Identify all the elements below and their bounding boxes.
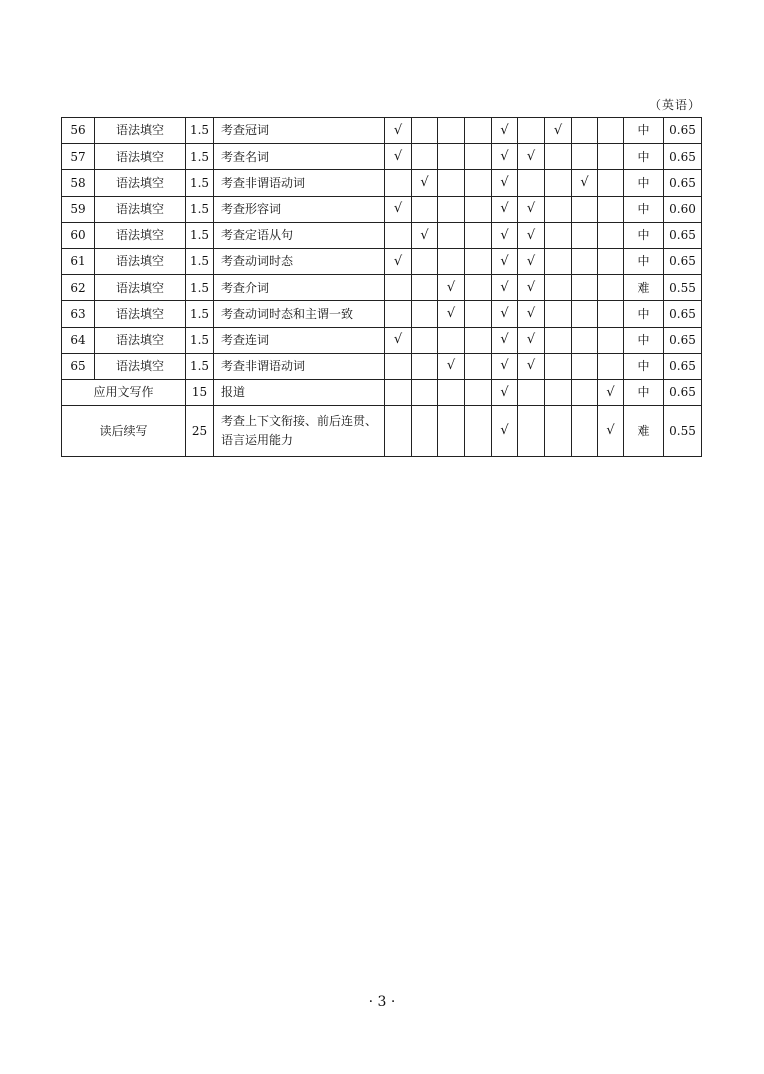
cell-difficulty: 中 — [624, 379, 664, 405]
cell-check-6: √ — [518, 248, 545, 274]
cell-content: 考查非谓语动词 — [214, 170, 385, 196]
cell-check-7 — [545, 144, 572, 170]
cell-check-8 — [572, 353, 598, 379]
cell-question-number: 58 — [62, 170, 95, 196]
cell-check-9 — [598, 196, 624, 222]
cell-check-8 — [572, 275, 598, 301]
cell-score: 1.5 — [186, 118, 214, 144]
cell-ratio: 0.65 — [664, 353, 702, 379]
cell-difficulty: 中 — [624, 248, 664, 274]
cell-check-9 — [598, 353, 624, 379]
cell-check-9: √ — [598, 406, 624, 457]
cell-check-9 — [598, 327, 624, 353]
cell-check-1: √ — [385, 196, 412, 222]
cell-difficulty: 中 — [624, 327, 664, 353]
cell-question-number: 60 — [62, 222, 95, 248]
cell-question-number: 63 — [62, 301, 95, 327]
cell-check-3 — [438, 170, 465, 196]
cell-check-1 — [385, 170, 412, 196]
cell-content: 考查动词时态和主谓一致 — [214, 301, 385, 327]
cell-ratio: 0.65 — [664, 118, 702, 144]
cell-check-4 — [465, 170, 492, 196]
cell-check-1 — [385, 275, 412, 301]
cell-ratio: 0.60 — [664, 196, 702, 222]
cell-check-3 — [438, 118, 465, 144]
cell-difficulty: 中 — [624, 170, 664, 196]
subject-label: （英语） — [648, 98, 701, 112]
cell-score: 1.5 — [186, 248, 214, 274]
cell-check-2 — [412, 248, 438, 274]
cell-check-8 — [572, 301, 598, 327]
cell-check-4 — [465, 118, 492, 144]
cell-check-7 — [545, 327, 572, 353]
cell-check-1 — [385, 353, 412, 379]
cell-check-6 — [518, 118, 545, 144]
cell-check-6: √ — [518, 222, 545, 248]
cell-check-2 — [412, 353, 438, 379]
cell-check-1: √ — [385, 248, 412, 274]
cell-check-5: √ — [492, 222, 518, 248]
cell-score: 25 — [186, 406, 214, 457]
cell-check-9 — [598, 144, 624, 170]
cell-check-4 — [465, 379, 492, 405]
table-row — [62, 196, 702, 222]
cell-check-1 — [385, 222, 412, 248]
cell-check-2: √ — [412, 170, 438, 196]
cell-check-6: √ — [518, 144, 545, 170]
cell-check-7 — [545, 275, 572, 301]
cell-score: 1.5 — [186, 353, 214, 379]
cell-score: 1.5 — [186, 196, 214, 222]
cell-check-1: √ — [385, 144, 412, 170]
cell-content: 考查连词 — [214, 327, 385, 353]
cell-check-8 — [572, 118, 598, 144]
cell-check-9 — [598, 301, 624, 327]
cell-content: 考查介词 — [214, 275, 385, 301]
cell-check-4 — [465, 222, 492, 248]
cell-check-7: √ — [545, 118, 572, 144]
cell-check-5: √ — [492, 170, 518, 196]
cell-check-8 — [572, 327, 598, 353]
cell-check-1: √ — [385, 118, 412, 144]
cell-check-4 — [465, 327, 492, 353]
cell-check-2 — [412, 379, 438, 405]
cell-check-3 — [438, 222, 465, 248]
cell-check-7 — [545, 196, 572, 222]
cell-check-8 — [572, 144, 598, 170]
cell-check-6 — [518, 170, 545, 196]
cell-check-8 — [572, 248, 598, 274]
cell-check-2 — [412, 406, 438, 457]
cell-type: 语法填空 — [95, 144, 186, 170]
cell-check-3 — [438, 144, 465, 170]
cell-ratio: 0.55 — [664, 275, 702, 301]
cell-check-3 — [438, 248, 465, 274]
cell-check-9: √ — [598, 379, 624, 405]
cell-check-1 — [385, 406, 412, 457]
cell-question-number: 62 — [62, 275, 95, 301]
cell-type: 语法填空 — [95, 118, 186, 144]
cell-score: 1.5 — [186, 144, 214, 170]
cell-question-number: 64 — [62, 327, 95, 353]
table-row — [62, 301, 702, 327]
cell-ratio: 0.65 — [664, 144, 702, 170]
cell-type: 语法填空 — [95, 222, 186, 248]
cell-check-4 — [465, 196, 492, 222]
cell-check-8 — [572, 379, 598, 405]
cell-check-3: √ — [438, 275, 465, 301]
cell-question-number: 57 — [62, 144, 95, 170]
cell-check-3 — [438, 196, 465, 222]
table-row-practical-writing — [62, 379, 702, 405]
cell-content: 考查上下文衔接、前后连贯、语言运用能力 — [214, 406, 385, 457]
cell-content: 考查动词时态 — [214, 248, 385, 274]
cell-check-4 — [465, 144, 492, 170]
table-row — [62, 118, 702, 144]
cell-check-5: √ — [492, 353, 518, 379]
cell-difficulty: 难 — [624, 275, 664, 301]
cell-content: 考查名词 — [214, 144, 385, 170]
cell-check-5: √ — [492, 301, 518, 327]
cell-check-4 — [465, 301, 492, 327]
cell-score: 15 — [186, 379, 214, 405]
cell-type: 语法填空 — [95, 170, 186, 196]
cell-check-7 — [545, 222, 572, 248]
cell-check-3: √ — [438, 301, 465, 327]
cell-ratio: 0.65 — [664, 248, 702, 274]
cell-difficulty: 中 — [624, 353, 664, 379]
cell-check-7 — [545, 379, 572, 405]
cell-check-8: √ — [572, 170, 598, 196]
cell-question-number: 59 — [62, 196, 95, 222]
table-row — [62, 275, 702, 301]
cell-check-1: √ — [385, 327, 412, 353]
cell-difficulty: 中 — [624, 144, 664, 170]
cell-difficulty: 中 — [624, 118, 664, 144]
cell-ratio: 0.65 — [664, 222, 702, 248]
cell-check-3 — [438, 406, 465, 457]
cell-question-number: 65 — [62, 353, 95, 379]
cell-check-3 — [438, 327, 465, 353]
cell-difficulty: 中 — [624, 196, 664, 222]
cell-check-4 — [465, 353, 492, 379]
cell-score: 1.5 — [186, 222, 214, 248]
cell-check-2 — [412, 275, 438, 301]
cell-check-1 — [385, 379, 412, 405]
cell-check-9 — [598, 275, 624, 301]
table-row — [62, 222, 702, 248]
cell-check-9 — [598, 222, 624, 248]
cell-check-5: √ — [492, 118, 518, 144]
exam-spec-table — [61, 117, 702, 457]
cell-check-7 — [545, 301, 572, 327]
cell-check-7 — [545, 248, 572, 274]
cell-check-4 — [465, 406, 492, 457]
cell-check-2 — [412, 144, 438, 170]
cell-question-number: 61 — [62, 248, 95, 274]
cell-check-2 — [412, 301, 438, 327]
cell-ratio: 0.65 — [664, 301, 702, 327]
cell-check-6: √ — [518, 275, 545, 301]
table-row — [62, 327, 702, 353]
table-row — [62, 248, 702, 274]
cell-check-2: √ — [412, 222, 438, 248]
table-row — [62, 353, 702, 379]
cell-check-7 — [545, 170, 572, 196]
cell-score: 1.5 — [186, 275, 214, 301]
cell-check-8 — [572, 406, 598, 457]
cell-check-9 — [598, 170, 624, 196]
cell-check-4 — [465, 248, 492, 274]
table-row — [62, 144, 702, 170]
cell-difficulty: 中 — [624, 222, 664, 248]
cell-check-4 — [465, 275, 492, 301]
cell-score: 1.5 — [186, 170, 214, 196]
cell-check-6: √ — [518, 196, 545, 222]
cell-type: 语法填空 — [95, 248, 186, 274]
cell-type: 应用文写作 — [62, 379, 186, 405]
cell-check-5: √ — [492, 275, 518, 301]
cell-check-6: √ — [518, 353, 545, 379]
table-row — [62, 170, 702, 196]
page-number: · 3 · — [368, 994, 396, 1010]
cell-ratio: 0.65 — [664, 327, 702, 353]
cell-check-6 — [518, 379, 545, 405]
cell-check-8 — [572, 196, 598, 222]
cell-difficulty: 中 — [624, 301, 664, 327]
cell-check-7 — [545, 353, 572, 379]
cell-check-2 — [412, 196, 438, 222]
cell-difficulty: 难 — [624, 406, 664, 457]
cell-check-5: √ — [492, 327, 518, 353]
cell-check-6 — [518, 406, 545, 457]
cell-ratio: 0.65 — [664, 170, 702, 196]
cell-check-2 — [412, 118, 438, 144]
cell-ratio: 0.55 — [664, 406, 702, 457]
cell-check-9 — [598, 248, 624, 274]
cell-check-2 — [412, 327, 438, 353]
table-body — [62, 118, 702, 457]
cell-check-5: √ — [492, 248, 518, 274]
cell-question-number: 56 — [62, 118, 95, 144]
cell-check-6: √ — [518, 301, 545, 327]
cell-score: 1.5 — [186, 301, 214, 327]
cell-check-3 — [438, 379, 465, 405]
cell-check-6: √ — [518, 327, 545, 353]
cell-type: 语法填空 — [95, 275, 186, 301]
cell-content: 考查形容词 — [214, 196, 385, 222]
cell-check-5: √ — [492, 406, 518, 457]
cell-check-5: √ — [492, 196, 518, 222]
cell-check-7 — [545, 406, 572, 457]
cell-type: 语法填空 — [95, 353, 186, 379]
cell-type: 读后续写 — [62, 406, 186, 457]
cell-content: 考查冠词 — [214, 118, 385, 144]
cell-type: 语法填空 — [95, 301, 186, 327]
cell-ratio: 0.65 — [664, 379, 702, 405]
cell-check-1 — [385, 301, 412, 327]
cell-check-8 — [572, 222, 598, 248]
cell-check-9 — [598, 118, 624, 144]
cell-content: 考查非谓语动词 — [214, 353, 385, 379]
cell-check-3: √ — [438, 353, 465, 379]
cell-score: 1.5 — [186, 327, 214, 353]
cell-type: 语法填空 — [95, 196, 186, 222]
cell-check-5: √ — [492, 379, 518, 405]
table-row-continuation-writing — [62, 406, 702, 457]
cell-content: 考查定语从句 — [214, 222, 385, 248]
cell-check-5: √ — [492, 144, 518, 170]
cell-type: 语法填空 — [95, 327, 186, 353]
cell-content: 报道 — [214, 379, 385, 405]
